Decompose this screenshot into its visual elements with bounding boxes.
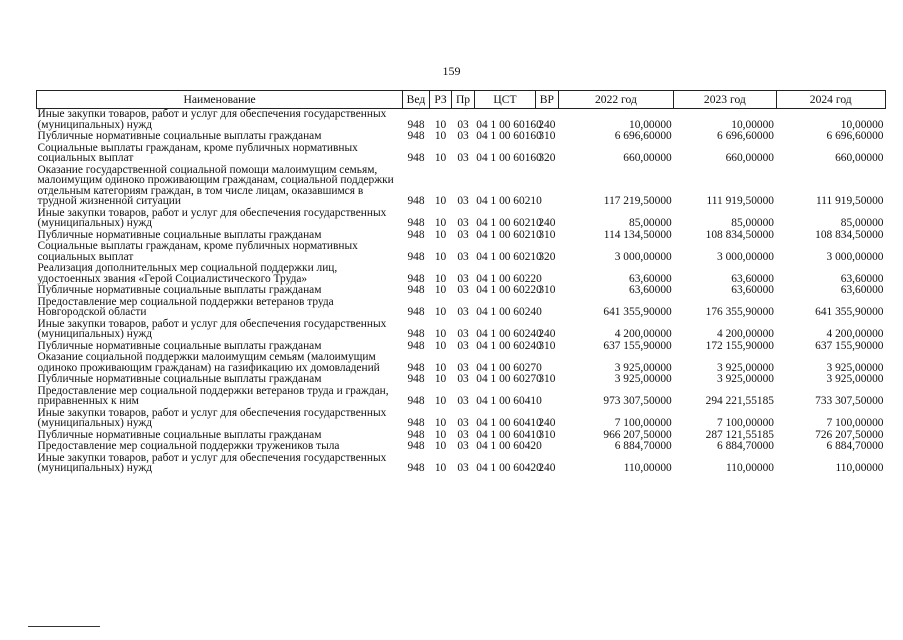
row-cst: 04 1 00 60220 <box>476 284 542 296</box>
row-name: Оказание государственной социальной помощи малоимущим семьям, малоимущим одиноко проживающим гражданам, социальной поддержки отдельным категориям граждан, в том числе лицам, оказавшимся в трудной жизненной ситуации <box>37 163 394 207</box>
row-rz: 10 <box>434 339 447 352</box>
row-pr: 03 <box>457 361 469 374</box>
footnote-divider <box>28 626 100 627</box>
row-rz: 10 <box>434 130 447 142</box>
table-row <box>37 165 886 208</box>
row-pr: 03 <box>457 339 469 352</box>
row-2024: 108 834,50000 <box>815 228 884 241</box>
table-row <box>37 453 886 475</box>
row-pr: 03 <box>457 195 469 207</box>
row-name: Иные закупки товаров, работ и услуг для обеспечения государственных (муниципальных) нужд <box>37 451 387 474</box>
row-2023: 172 155,90000 <box>705 339 774 352</box>
row-rz: 10 <box>434 361 447 374</box>
row-ved: 948 <box>407 395 425 407</box>
row-rz: 10 <box>434 395 447 407</box>
row-name: Предоставление мер социальной поддержки тружеников тыла <box>37 440 340 452</box>
row-name: Публичные нормативные социальные выплаты гражданам <box>37 284 322 296</box>
row-vr: 310 <box>538 130 556 142</box>
row-pr: 03 <box>457 428 469 441</box>
row-rz: 10 <box>434 417 447 429</box>
header-2024: 2024 год <box>776 91 886 109</box>
row-2022: 637 155,90000 <box>603 339 672 352</box>
row-ved: 948 <box>407 284 425 296</box>
row-2022: 3 925,00000 <box>614 361 672 374</box>
row-vr: 240 <box>538 328 556 340</box>
row-2022: 3 925,00000 <box>614 373 672 385</box>
row-2024: 660,00000 <box>835 152 884 164</box>
row-pr: 03 <box>457 250 469 263</box>
row-2022: 110,00000 <box>623 462 672 474</box>
row-2022: 966 207,50000 <box>603 428 672 441</box>
row-ved: 948 <box>407 152 425 164</box>
row-pr: 03 <box>457 417 469 429</box>
row-2023: 63,60000 <box>731 284 774 296</box>
row-vr: 240 <box>538 217 556 229</box>
row-ved: 948 <box>407 328 425 340</box>
row-rz: 10 <box>434 440 447 452</box>
row-rz: 10 <box>434 228 447 241</box>
row-2023: 108 834,50000 <box>705 228 774 241</box>
row-2022: 10,00000 <box>629 118 672 131</box>
row-rz: 10 <box>434 428 447 441</box>
row-vr: 310 <box>538 284 556 296</box>
row-2022: 641 355,90000 <box>603 306 672 318</box>
row-cst: 04 1 00 60160 <box>476 130 542 142</box>
row-vr: 320 <box>538 250 556 263</box>
row-2022: 85,00000 <box>629 217 672 229</box>
row-pr: 03 <box>457 217 469 229</box>
header-rz: РЗ <box>429 91 452 109</box>
row-2023: 10,00000 <box>731 118 774 131</box>
row-rz: 10 <box>434 152 447 164</box>
row-2024: 85,00000 <box>840 217 884 229</box>
row-2023: 294 221,55185 <box>705 395 774 407</box>
row-2022: 63,60000 <box>629 272 672 285</box>
row-rz: 10 <box>434 217 447 229</box>
row-pr: 03 <box>457 373 469 385</box>
row-2024: 637 155,90000 <box>815 339 884 352</box>
row-name: Социальные выплаты гражданам, кроме публичных нормативных социальных выплат <box>37 141 358 164</box>
row-pr: 03 <box>457 306 469 318</box>
table-row <box>37 374 886 386</box>
row-name: Иные закупки товаров, работ и услуг для обеспечения государственных (муниципальных) нужд <box>37 317 387 340</box>
row-2024: 63,60000 <box>840 272 884 285</box>
row-rz: 10 <box>434 272 447 285</box>
row-name: Иные закупки товаров, работ и услуг для обеспечения государственных (муниципальных) нужд <box>37 206 387 229</box>
row-rz: 10 <box>434 250 447 263</box>
table-row <box>37 441 886 453</box>
row-2023: 85,00000 <box>731 217 774 229</box>
row-2024: 110,00000 <box>835 462 884 474</box>
row-pr: 03 <box>457 152 469 164</box>
row-ved: 948 <box>407 228 425 241</box>
table-body <box>37 109 886 475</box>
row-cst: 04 1 00 60240 <box>476 339 542 352</box>
row-2023: 3 000,00000 <box>717 250 774 263</box>
row-2024: 733 307,50000 <box>815 395 884 407</box>
row-ved: 948 <box>407 118 425 131</box>
row-2024: 3 000,00000 <box>826 250 884 263</box>
row-name: Оказание социальной поддержки малоимущим семьям (малоимущим одиноко проживающим гражданам) на газификацию их домовладений <box>37 351 380 374</box>
row-2022: 7 100,00000 <box>614 417 672 429</box>
row-cst: 04 1 00 60210 <box>476 250 542 263</box>
row-cst: 04 1 00 60220 <box>476 272 542 285</box>
header-name: Наименование <box>37 91 403 109</box>
row-ved: 948 <box>407 195 425 207</box>
row-name: Иные закупки товаров, работ и услуг для обеспечения государственных (муниципальных) нужд <box>37 108 387 131</box>
row-2022: 117 219,50000 <box>603 195 672 207</box>
header-2022: 2022 год <box>558 91 674 109</box>
row-2024: 7 100,00000 <box>826 417 884 429</box>
row-rz: 10 <box>434 118 447 131</box>
row-2023: 287 121,55185 <box>705 428 774 441</box>
row-pr: 03 <box>457 395 469 407</box>
row-pr: 03 <box>457 130 469 142</box>
row-rz: 10 <box>434 328 447 340</box>
row-2024: 641 355,90000 <box>815 306 884 318</box>
table-row <box>37 386 886 408</box>
row-pr: 03 <box>457 440 469 452</box>
row-pr: 03 <box>457 462 469 474</box>
row-ved: 948 <box>407 440 425 452</box>
row-pr: 03 <box>457 228 469 241</box>
row-rz: 10 <box>434 462 447 474</box>
row-vr: 310 <box>538 339 556 352</box>
row-2023: 660,00000 <box>725 152 774 164</box>
table-row <box>37 285 886 297</box>
row-2023: 4 200,00000 <box>717 328 774 340</box>
row-2022: 63,60000 <box>629 284 672 296</box>
row-2024: 6 696,60000 <box>826 130 884 142</box>
row-2024: 3 925,00000 <box>826 361 884 374</box>
row-2024: 6 884,70000 <box>826 440 884 452</box>
table-row <box>37 109 886 132</box>
row-ved: 948 <box>407 428 425 441</box>
row-2023: 3 925,00000 <box>717 361 774 374</box>
row-vr: 310 <box>538 373 556 385</box>
header-cst: ЦСТ <box>474 91 535 109</box>
row-vr: 310 <box>538 228 556 241</box>
row-rz: 10 <box>434 306 447 318</box>
row-name: Предоставление мер социальной поддержки ветеранов труда и граждан, приравненных к ним <box>37 384 389 407</box>
table-row <box>37 319 886 341</box>
row-name: Публичные нормативные социальные выплаты гражданам <box>37 428 322 441</box>
row-2023: 111 919,50000 <box>706 195 774 207</box>
row-2022: 4 200,00000 <box>614 328 672 340</box>
row-ved: 948 <box>407 306 425 318</box>
row-cst: 04 1 00 60410 <box>476 417 542 429</box>
table-header-row <box>37 91 886 109</box>
row-cst: 04 1 00 60210 <box>476 228 542 241</box>
row-pr: 03 <box>457 272 469 285</box>
header-ved: Вед <box>403 91 430 109</box>
row-2023: 176 355,90000 <box>705 306 774 318</box>
row-2024: 63,60000 <box>840 284 884 296</box>
row-cst: 04 1 00 60420 <box>476 440 542 452</box>
row-vr: 240 <box>538 118 556 131</box>
row-ved: 948 <box>407 217 425 229</box>
row-2022: 114 134,50000 <box>603 228 672 241</box>
row-vr: 240 <box>538 462 556 474</box>
table-row <box>37 408 886 430</box>
page-number: 159 <box>442 64 461 78</box>
table-row <box>37 131 886 143</box>
row-name: Публичные нормативные социальные выплаты гражданам <box>37 228 322 241</box>
row-2022: 3 000,00000 <box>614 250 672 263</box>
row-pr: 03 <box>457 284 469 296</box>
row-2023: 7 100,00000 <box>717 417 774 429</box>
row-ved: 948 <box>407 272 425 285</box>
row-cst: 04 1 00 60210 <box>476 195 542 207</box>
row-cst: 04 1 00 60420 <box>476 462 542 474</box>
row-ved: 948 <box>407 417 425 429</box>
row-name: Предоставление мер социальной поддержки ветеранов труда Новгородской области <box>37 295 334 318</box>
table-row <box>37 263 886 285</box>
row-name: Публичные нормативные социальные выплаты гражданам <box>37 339 322 352</box>
row-ved: 948 <box>407 462 425 474</box>
row-2023: 6 884,70000 <box>717 440 774 452</box>
row-rz: 10 <box>434 284 447 296</box>
row-pr: 03 <box>457 328 469 340</box>
row-cst: 04 1 00 60210 <box>476 217 542 229</box>
row-cst: 04 1 00 60160 <box>476 152 542 164</box>
table-row <box>37 143 886 165</box>
header-vr: ВР <box>536 91 559 109</box>
row-ved: 948 <box>407 339 425 352</box>
row-cst: 04 1 00 60240 <box>476 328 542 340</box>
row-2024: 10,00000 <box>840 118 884 131</box>
row-vr: 310 <box>538 428 556 441</box>
row-name: Реализация дополнительных мер социальной поддержки лиц, удостоенных звания «Герой Социалистического Труда» <box>37 262 338 285</box>
row-2022: 6 696,60000 <box>614 130 672 142</box>
row-2023: 3 925,00000 <box>717 373 774 385</box>
row-2022: 6 884,70000 <box>614 440 672 452</box>
row-name: Публичные нормативные социальные выплаты гражданам <box>37 373 322 385</box>
row-ved: 948 <box>407 130 425 142</box>
header-pr: Пр <box>452 91 475 109</box>
row-vr: 240 <box>538 417 556 429</box>
table-row <box>37 208 886 230</box>
row-cst: 04 1 00 60160 <box>476 118 542 131</box>
row-pr: 03 <box>457 118 469 131</box>
row-cst: 04 1 00 60410 <box>476 395 542 407</box>
row-2024: 111 919,50000 <box>816 195 884 207</box>
row-cst: 04 1 00 60270 <box>476 373 542 385</box>
row-cst: 04 1 00 60270 <box>476 361 542 374</box>
row-2024: 4 200,00000 <box>826 328 884 340</box>
budget-table <box>36 90 886 475</box>
row-rz: 10 <box>434 195 447 207</box>
row-2023: 6 696,60000 <box>717 130 774 142</box>
row-name: Социальные выплаты гражданам, кроме публичных нормативных социальных выплат <box>37 240 358 263</box>
row-name: Иные закупки товаров, работ и услуг для обеспечения государственных (муниципальных) нужд <box>37 406 387 429</box>
row-2023: 110,00000 <box>726 462 774 474</box>
row-2022: 973 307,50000 <box>603 395 672 407</box>
row-2022: 660,00000 <box>623 152 672 164</box>
header-2023: 2023 год <box>674 91 776 109</box>
table-row <box>37 297 886 319</box>
row-2024: 726 207,50000 <box>815 428 884 441</box>
row-cst: 04 1 00 60240 <box>476 306 542 318</box>
row-cst: 04 1 00 60410 <box>476 428 542 441</box>
row-ved: 948 <box>407 373 425 385</box>
row-ved: 948 <box>407 250 425 263</box>
row-vr: 320 <box>538 152 556 164</box>
row-ved: 948 <box>407 361 425 374</box>
table-row <box>37 241 886 263</box>
row-rz: 10 <box>434 373 447 385</box>
row-2024: 3 925,00000 <box>826 373 884 385</box>
table-row <box>37 352 886 374</box>
row-name: Публичные нормативные социальные выплаты гражданам <box>37 130 322 142</box>
row-2023: 63,60000 <box>731 272 774 285</box>
